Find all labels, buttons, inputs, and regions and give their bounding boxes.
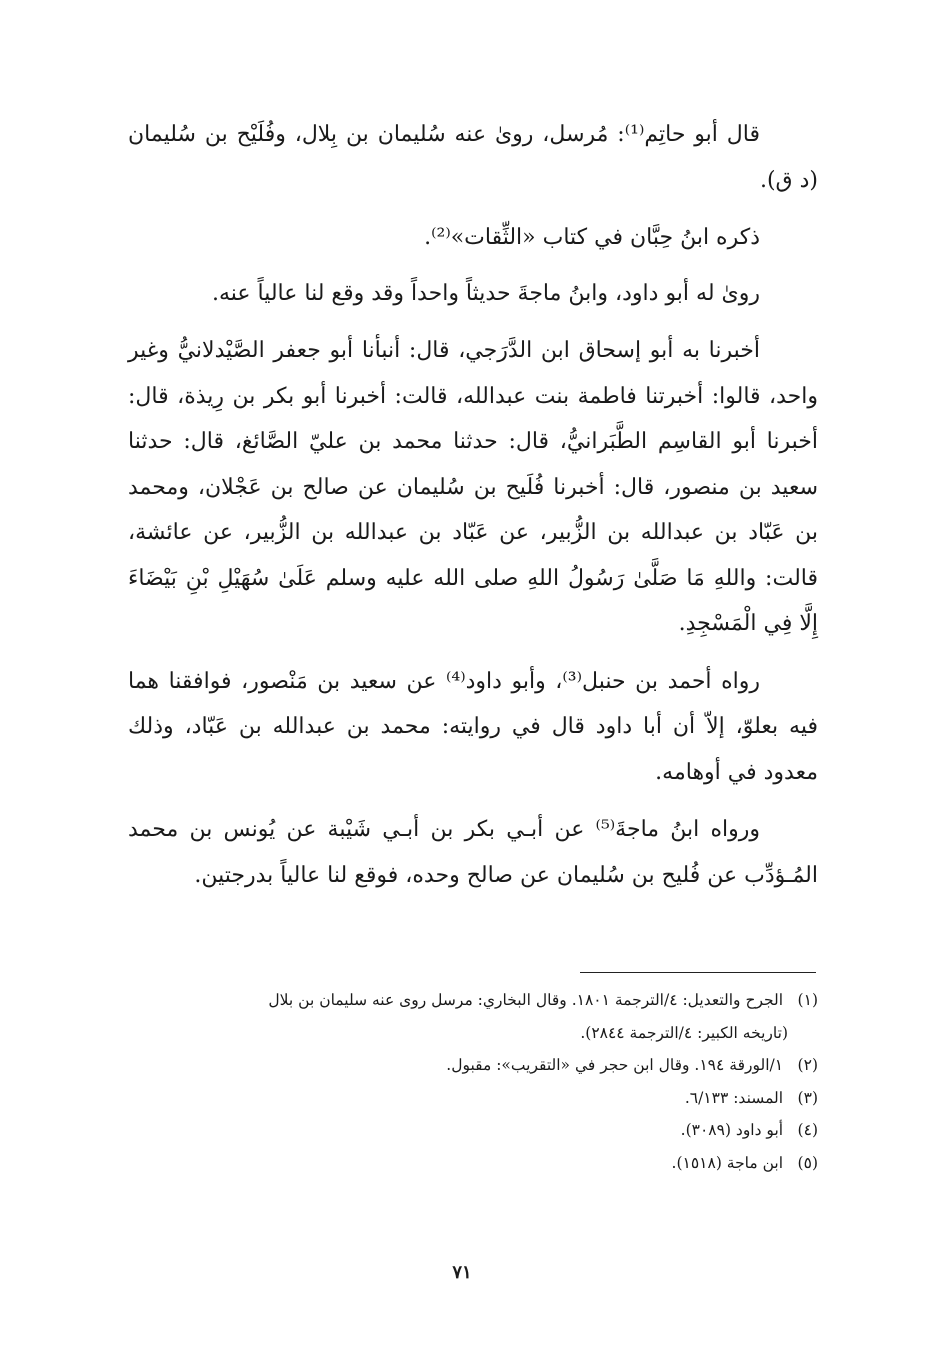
footnote-1 xyxy=(120,984,818,1017)
footnote-number: (٣) xyxy=(797,1088,818,1107)
footnotes xyxy=(120,984,818,1179)
main-text xyxy=(128,112,818,910)
paragraph-ibn-hibban: ذكره ابنُ حِبَّان في كتاب «الثِّقات»⁽²⁾. xyxy=(424,225,760,250)
footnote-text: المسند: ٦/١٣٣. xyxy=(684,1088,784,1107)
footnote-5 xyxy=(120,1147,818,1180)
paragraph-ahmad-abu-dawud: رواه أحمد بن حنبل⁽³⁾، وأبو داود⁽⁴⁾ عن سعيد بن مَنْصور، فوافقنا هما فيه بعلوّ، إلاّ أن أبا داود قال في روايته: محمد بن عبدالله بن عَبّاد، وذلك معدود في أوهامه. xyxy=(128,668,818,785)
paragraph-isnad-hadith: أخبرنا به أبو إسحاق ابن الدَّرَجي، قال: أنبأنا أبو جعفر الصَّيْدلانيُّ وغير واحد، قالوا: أخبرتنا فاطمة بنت عبدالله، قالت: أخبرنا أبو بكر بن رِيذة، قال: أخبرنا أبو القاسِم الطَّبَرانيُّ، قال: حدثنا محمد بن عليّ الصَّائغ، قال: حدثنا سعيد بن منصور، قال: أخبرنا فُلَيح بن سُليمان عن صالح بن عَجْلان، ومحمد بن عَبّاد بن عبدالله بن الزُّبير، عن عَبّاد بن عبدالله بن الزُّبير، عن عائشة، قالت: واللهِ مَا صَلَّىٰ رَسُولُ اللهِ صلى الله عليه وسلم عَلَىٰ سُهَيْلِ بْنِ بَيْضَاءَ إِلَّا فِي الْمَسْجِدِ. xyxy=(128,338,818,636)
footnote-number: (٥) xyxy=(797,1153,818,1172)
paragraph-abu-hatim: قال أبو حاتِم⁽¹⁾: مُرسل، روىٰ عنه سُليمان بن بِلال، وفُلَيْح بن سُليمان (د ق). xyxy=(128,122,818,193)
footnote-text: ١/الورقة ١٩٤. وقال ابن حجر في «التقريب»: مقبول. xyxy=(446,1056,784,1074)
footnote-2 xyxy=(120,1049,818,1082)
footnote-number: (٢) xyxy=(797,1056,818,1074)
footnote-4 xyxy=(120,1114,818,1147)
footnote-3 xyxy=(120,1082,818,1115)
footnote-1-continuation: (تاريخه الكبير: ٤/الترجمة ٢٨٤٤). xyxy=(580,1023,788,1042)
paragraph-narration-count: روىٰ له أبو داود، وابنُ ماجةَ حديثاً واحداً وقد وقع لنا عالياً عنه. xyxy=(211,280,760,306)
footnote-text: أبو داود (٣٠٨٩). xyxy=(680,1121,784,1139)
footnote-text: ابن ماجة (١٥١٨). xyxy=(671,1153,784,1172)
page-number: ٧١ xyxy=(452,1262,472,1283)
footnote-number: (١) xyxy=(797,991,818,1009)
footnote-text: الجرح والتعديل: ٤/الترجمة ١٨٠١. وقال البخاري: مرسل روى عنه سليمان بن بلال xyxy=(268,991,784,1009)
footnote-number: (٤) xyxy=(797,1121,818,1139)
paragraph-ibn-majah: ورواه ابنُ ماجةَ⁽⁵⁾ عن أبـي بكر بن أبـي شَيْبة عن يُونس بن محمد المُـؤدِّب عن فُليح بن سُليمان عن صالح وحده، فوقع لنا عالياً بدرجتين. xyxy=(128,817,818,888)
footnote-divider xyxy=(580,972,816,973)
